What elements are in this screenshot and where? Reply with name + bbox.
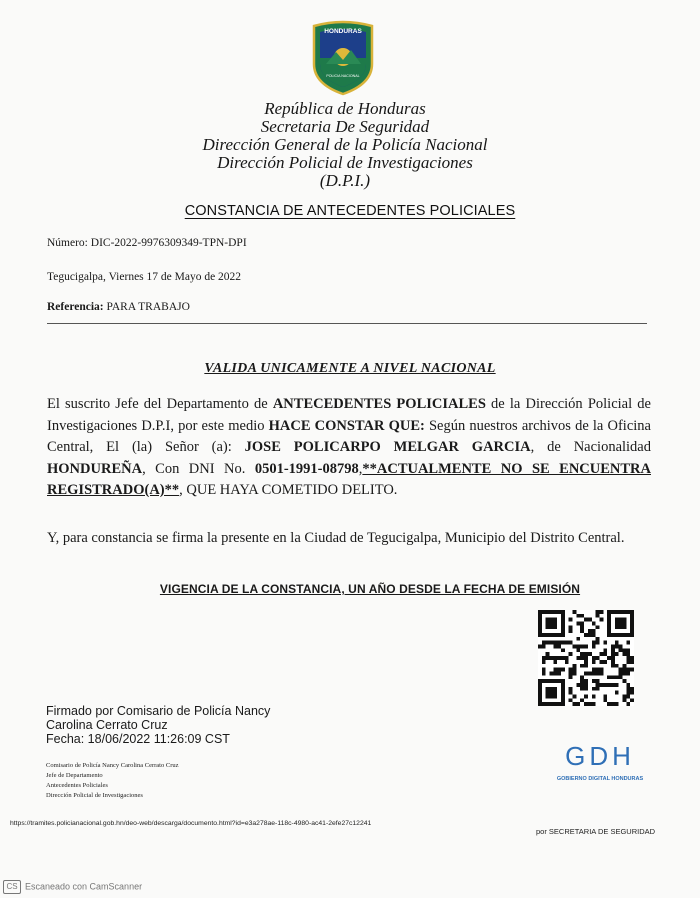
institution-heading [180, 100, 510, 190]
camscanner-label: Escaneado con CamScanner [25, 881, 143, 892]
document-number [47, 237, 247, 249]
certificate-paragraph: El suscrito Jefe del Departamento de ANTECEDENTES POLICIALES de la Dirección Policial de Investigaciones D.P.I, por este medio HACE CONSTAR QUE: Según nuestros archivos de la Oficina Central, El (la) Señor (a): JOSE POLICARPO MELGAR GARCIA, de Nacionalidad HONDUREÑA, Con DNI No. 0501-1991-08798,**ACTUALMENTE NO SE ENCUENTRA REGISTRADO(A)**, QUE HAYA COMETIDO DELITO. [47, 396, 651, 498]
record-status: **ACTUALMENTE NO SE ENCUENTRA REGISTRADO(A)** [47, 460, 651, 498]
gdh-logo-text: GDH [565, 741, 635, 771]
reference [47, 301, 190, 313]
document-number-value: DIC-2022-9976309349-TPN-DPI [90, 237, 247, 249]
heading-line-2: Secretaria De Seguridad [260, 117, 430, 136]
heading-line-4: Dirección Policial de Investigaciones [217, 153, 473, 172]
signer-line-2: Carolina Cerrato Cruz [46, 718, 168, 732]
heading-line-3: Dirección General de la Policía Nacional [202, 135, 488, 154]
signer-details: Comisario de Policía Nancy Carolina Cerrato Cruz Jefe de Departamento Antecedentes Policiales Dirección Policial de Investigaciones [46, 762, 179, 799]
emblem-label: HONDURAS [324, 28, 362, 35]
reference-value: PARA TRABAJO [106, 301, 190, 313]
document-title: CONSTANCIA DE ANTECEDENTES POLICIALES [184, 203, 516, 219]
gdh-logo [545, 742, 655, 782]
document-number-label: Número: [47, 237, 88, 249]
camscanner-icon: CS [3, 880, 21, 894]
validity-period: VIGENCIA DE LA CONSTANCIA, UN AÑO DESDE LA FECHA DE EMISIÓN [159, 582, 581, 596]
heading-line-1: República de Honduras [264, 99, 426, 118]
closing-paragraph: Y, para constancia se firma la presente en la Ciudad de Tegucigalpa, Municipio del Distrito Central. [47, 530, 625, 546]
dni-number: 0501-1991-08798 [254, 460, 359, 477]
validity-notice: VALIDA UNICAMENTE A NIVEL NACIONAL [204, 361, 496, 376]
emblem-sublabel: POLICIA NACIONAL [326, 74, 360, 78]
heading-line-5: (D.P.I.) [319, 171, 371, 190]
person-name: JOSE POLICARPO MELGAR GARCIA [244, 439, 531, 455]
signature-date: Fecha: 18/06/2022 11:26:09 CST [46, 732, 230, 746]
gdh-subtitle: GOBIERNO DIGITAL HONDURAS [556, 776, 644, 782]
nationality: HONDUREÑA [47, 460, 143, 477]
issuer-footer: por SECRETARIA DE SEGURIDAD [536, 827, 656, 836]
reference-label: Referencia: [47, 301, 104, 313]
camscanner-watermark [3, 880, 142, 894]
verification-url[interactable]: https://tramites.policianacional.gob.hn/deo-web/descarga/documento.html?id=e3a278ae-118c-4980-ac41-2efe27c12241 [10, 820, 372, 827]
qr-code-icon[interactable] [538, 610, 634, 706]
divider [47, 323, 647, 324]
place-date: Tegucigalpa, Viernes 17 de Mayo de 2022 [47, 271, 242, 283]
police-shield-icon [306, 20, 380, 96]
signer-line-1: Firmado por Comisario de Policía Nancy [46, 704, 271, 718]
signature-block [46, 704, 336, 746]
